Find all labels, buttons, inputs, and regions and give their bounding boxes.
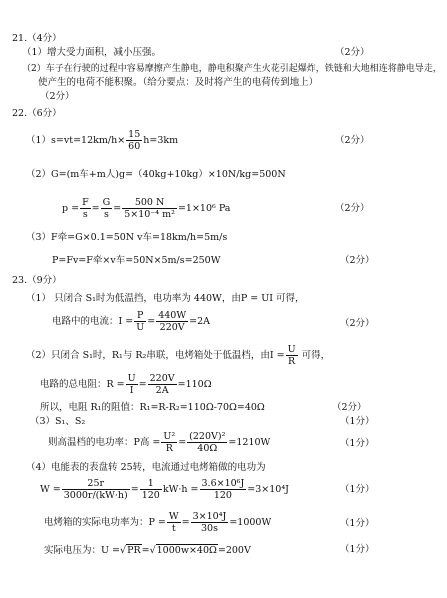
q23-eq2-frac1-num: P <box>134 310 146 322</box>
q22-eq4: （3）F牵=G×0.1=50N v车=18km/h=5m/s <box>26 232 228 243</box>
q23-eq7-frac1 <box>161 431 177 454</box>
q22-eq3-frac1-den: s <box>82 209 88 220</box>
q23-eq11-lhs: 实际电压为：U = <box>44 545 120 556</box>
q23-eq3-frac-den: R <box>287 356 296 367</box>
q23-eq3-frac-num: U <box>287 344 296 355</box>
q23-eq11-rhs: =200V <box>217 545 251 556</box>
q22-eq3-rhs: =1×10⁶ Pa <box>177 203 231 214</box>
q23-eq2-frac1 <box>134 310 146 333</box>
q23-eq3-rhs: 可得， <box>298 350 331 361</box>
q23-eq7-frac2-num: (220V)² <box>189 431 226 442</box>
q23-eq9-rhs: =3×10⁴J <box>247 484 289 495</box>
q23-eq11-sqrt2: √1000w×40Ω <box>149 545 217 556</box>
q23-line1: （1） 只闭合 S₁时为低温挡，电功率为 440W，由P = UI 可得， <box>26 293 305 304</box>
q23-eq10-frac2-num: 3×10⁴J <box>192 511 227 522</box>
q23-eq3-lhs: （2）只闭合 S₁时，R₁与 R₂串联，电烤箱处于低温档，由I = <box>26 350 285 361</box>
q21-line1: （1）增大受力面积，减小压强。 <box>22 47 162 58</box>
q22-eq3-eq1: = <box>91 203 100 214</box>
q22-eq5-score: （2分） <box>340 255 375 266</box>
q23-line5-score: （2分） <box>332 402 367 413</box>
q23-eq9-frac3-num: 3.6×10⁶J <box>201 478 245 489</box>
q23-eq7-frac2 <box>187 431 227 454</box>
q23-eq10 <box>44 510 271 536</box>
q22-eq3-lhs: p = <box>62 203 80 214</box>
q23-eq7-score: （1分） <box>340 438 375 449</box>
q23-eq9 <box>40 477 289 503</box>
q23-eq7-rhs: =1210W <box>228 437 271 448</box>
q23-header: 23.（9分） <box>12 275 62 286</box>
q23-line6: （3）S₁、S₂ <box>30 416 86 427</box>
q22-eq3-frac1-num: F <box>82 197 89 208</box>
q23-line6-score: （1分） <box>340 416 375 427</box>
q22-eq3-frac2-den: s <box>103 209 109 220</box>
q23-eq2-rhs: =2A <box>189 316 210 327</box>
q23-eq10-rhs: =1000W <box>229 517 272 528</box>
q22-eq1-score: （2分） <box>335 135 370 146</box>
q23-eq9-frac2-den: 120 <box>141 490 160 501</box>
q23-eq4-frac2-den: 2A <box>155 385 169 396</box>
q23-eq10-frac1-num: W <box>168 511 179 522</box>
q22-eq3-frac1 <box>80 197 91 220</box>
q23-eq2-score: （2分） <box>340 318 375 329</box>
q22-eq2: （2）G=(m车+m人)g=（40kg+10kg）×10N/kg=500N <box>26 169 286 180</box>
q23-eq4-frac2-num: 220V <box>149 373 175 384</box>
q22-eq1-num: 15 <box>128 129 141 140</box>
q23-eq4-frac1 <box>126 373 138 396</box>
q23-eq2-frac1-den: U <box>136 322 145 333</box>
q23-eq10-eq: = <box>181 517 190 528</box>
q22-eq1-lhs: （1）s=vt=12km/h× <box>26 135 126 146</box>
q23-eq10-frac1-den: t <box>171 523 176 534</box>
q21-line2-score: （2分） <box>40 91 75 102</box>
q23-eq2-frac2-den: 220V <box>159 322 185 333</box>
q23-eq7-frac1-den: R <box>165 443 173 454</box>
q22-header: 22.（6分） <box>12 108 62 119</box>
q23-eq4-rhs: =110Ω <box>177 379 212 390</box>
q22-eq5: P=Fv=F牵×v车=50N×5m/s=250W <box>52 255 221 266</box>
q23-eq3 <box>26 344 330 368</box>
q23-line5: 所以，电阻 R₁的阻值：R₁=R-R₂=110Ω-70Ω=40Ω <box>40 402 265 413</box>
q21-line1-score: （2分） <box>335 47 370 58</box>
q23-eq4-frac1-den: I <box>129 385 134 396</box>
q23-eq2 <box>52 310 210 334</box>
q23-eq3-frac <box>286 344 298 367</box>
q23-eq7-frac1-num: U² <box>163 431 176 442</box>
q22-eq1-rhs: h=3km <box>143 135 179 146</box>
q22-eq3-score: （2分） <box>335 203 370 214</box>
q23-line8: （4）电能表的表盘转 25转，电流通过电烤箱做的电功为 <box>26 462 266 473</box>
q22-eq3-frac3-den: 5×10⁻⁴ m² <box>124 209 175 220</box>
q23-eq4-frac1-num: U <box>127 373 136 384</box>
q21-line2b: 使产生的电荷不能积聚。（给分要点：及时将产生的电荷传到地上） <box>38 77 319 88</box>
q22-eq1-den: 60 <box>128 141 141 152</box>
q23-eq4-eq: = <box>138 379 147 390</box>
q23-eq2-frac2-num: 440W <box>158 310 187 321</box>
q23-eq9-frac1-den: 3000r/(kW·h) <box>63 490 128 501</box>
q22-eq3-eq2: = <box>113 203 122 214</box>
q23-eq11-eq: = <box>141 545 150 556</box>
q23-eq11-sqrt1: √PR <box>120 545 141 556</box>
q21-line2a: （2）车子在行驶的过程中容易摩擦产生静电，静电积聚产生火花引起爆炸，铁链和大地相连将静电导走， <box>22 64 442 74</box>
q23-eq4-frac2 <box>148 373 177 396</box>
q23-eq9-lhs: W = <box>40 484 61 495</box>
q23-eq11-score: （1分） <box>340 544 375 555</box>
q23-eq10-frac2-den: 30s <box>200 523 218 534</box>
q23-eq4-lhs: 电路的总电阻：R = <box>40 379 125 390</box>
q22-eq3-frac3-num: 500 N <box>122 197 177 209</box>
q22-eq3 <box>62 196 230 222</box>
q23-eq7-frac2-den: 40Ω <box>197 443 218 454</box>
q23-eq9-frac2 <box>140 478 162 501</box>
q23-eq9-score: （1分） <box>340 484 375 495</box>
q22-eq3-frac2-num: G <box>102 197 111 208</box>
q23-eq9-frac3 <box>200 478 247 501</box>
q22-eq1 <box>26 129 178 153</box>
q23-eq2-lhs: 电路中的电流：I = <box>52 316 134 327</box>
q22-eq3-frac2 <box>101 197 113 220</box>
q23-eq11 <box>44 544 251 558</box>
q23-eq9-eq1: = <box>130 484 139 495</box>
q23-eq9-frac1 <box>62 478 130 501</box>
q23-eq7-lhs: 则高温档的电功率：P高 = <box>48 437 161 448</box>
q22-eq1-fraction <box>126 129 142 152</box>
q23-eq9-frac2-num: 1 <box>140 478 162 490</box>
q23-eq10-frac2 <box>191 511 229 534</box>
q23-eq11-radicand2: 1000w×40Ω <box>156 545 217 556</box>
q22-eq3-frac3 <box>122 197 177 220</box>
q23-eq11-radicand1: PR <box>127 545 141 556</box>
q23-eq10-score: （1分） <box>340 518 375 529</box>
q23-eq7 <box>48 430 270 456</box>
q23-eq10-frac1 <box>167 511 181 534</box>
q23-eq10-lhs: 电烤箱的实际电功率为：P = <box>44 517 166 528</box>
q23-eq9-mid: kW·h = <box>162 484 199 495</box>
q23-eq2-eq: = <box>147 316 156 327</box>
q23-eq7-eq: = <box>178 437 187 448</box>
q23-eq9-frac1-num: 25r <box>62 478 130 490</box>
q23-eq4 <box>40 373 212 397</box>
q21-header: 21.（4分） <box>12 33 62 44</box>
q23-eq9-frac3-den: 120 <box>213 490 232 501</box>
q23-eq2-frac2 <box>156 310 188 333</box>
